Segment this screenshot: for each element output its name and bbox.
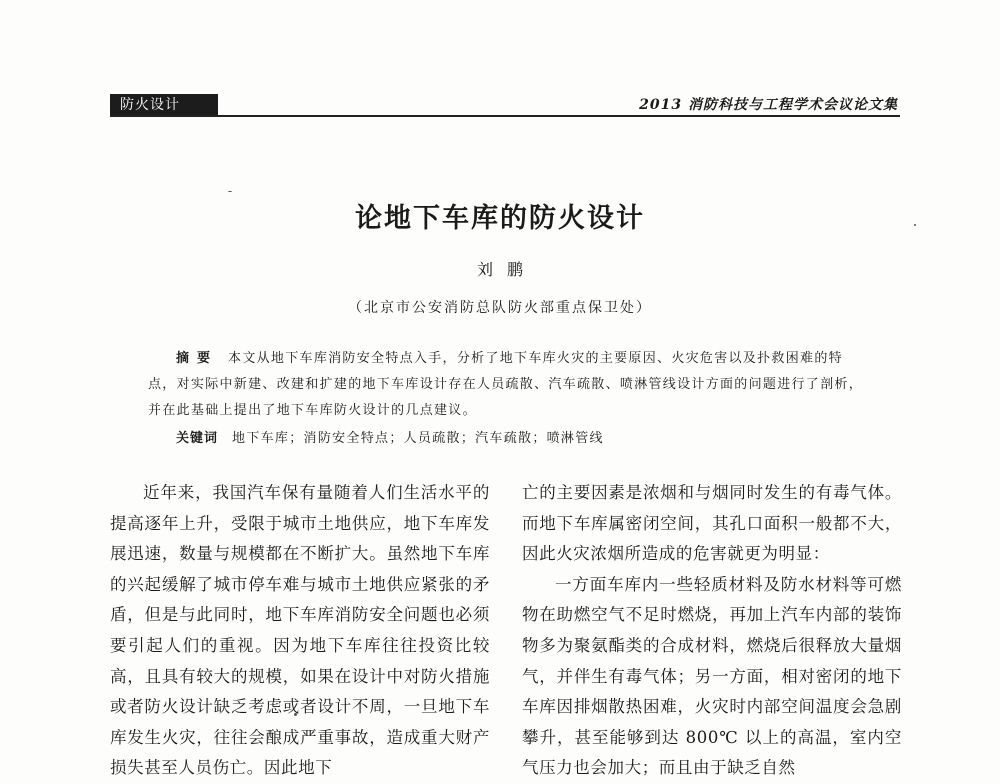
abstract-label: 摘要	[176, 351, 219, 366]
body-column-right	[522, 478, 902, 778]
article-affiliation: （北京市公安消防总队防火部重点保卫处）	[348, 300, 652, 316]
section-tag: 防火设计	[110, 94, 218, 116]
abstract-text: 本文从地下车库消防安全特点入手，分析了地下车库火灾的主要原因、火灾危害以及扑救困难的特点，对实际中新建、改建和扩建的地下车库设计存在人员疏散、汽车疏散、喷淋管线设计方面的问题进行了剖析，并在此基础上提出了地下车库防火设计的几点建议。	[148, 351, 864, 418]
header-rule	[110, 115, 900, 117]
running-header	[110, 94, 900, 116]
scan-speck	[228, 191, 232, 192]
journal-title: 2013 消防科技与工程学术会议论文集	[639, 97, 898, 113]
article-title: 论地下车库的防火设计	[355, 203, 645, 234]
article-author: 刘鹏	[476, 260, 537, 279]
abstract	[148, 346, 863, 424]
keywords-label: 关键词	[176, 431, 219, 446]
body-column-left	[110, 478, 490, 778]
body-paragraph: 一方面车库内一些轻质材料及防水材料等可燃物在助燃空气不足时燃烧，再加上汽车内部的装饰物多为聚氨酯类的合成材料，燃烧后很释放大量烟气，并伴生有毒气体；另一方面，相对密闭的地下车库因排烟散热困难，火灾时内部空间温度会急剧攀升，甚至能够到达 800℃ 以上的高温，室内空气压力也会加大；而且由于缺乏自然	[522, 574, 902, 778]
keywords-text: 地下车库；消防安全特点；人员疏散；汽车疏散；喷淋管线	[232, 431, 604, 446]
keywords	[176, 426, 604, 452]
body-paragraph: 近年来，我国汽车保有量随着人们生活水平的提高逐年上升，受限于城市土地供应，地下车库发展迅速，数量与规模都在不断扩大。虽然地下车库的兴起缓解了城市停车难与城市土地供应紧张的矛盾，但是与此同时，地下车库消防安全问题也必须要引起人们的重视。因为地下车库往往投资比较高，且具有较大的规模，如果在设计中对防火措施或者防火设计缺乏考虑或者设计不周，一旦地下车库发生火灾，往往会酿成严重事故，造成重大财产损失甚至人员伤亡。因此地下	[110, 483, 490, 778]
body-paragraph-continuation: 亡的主要因素是浓烟和与烟同时发生的有毒气体。而地下车库属密闭空间，其孔口面积一般都不大，因此火灾浓烟所造成的危害就更为明显：	[522, 483, 902, 564]
